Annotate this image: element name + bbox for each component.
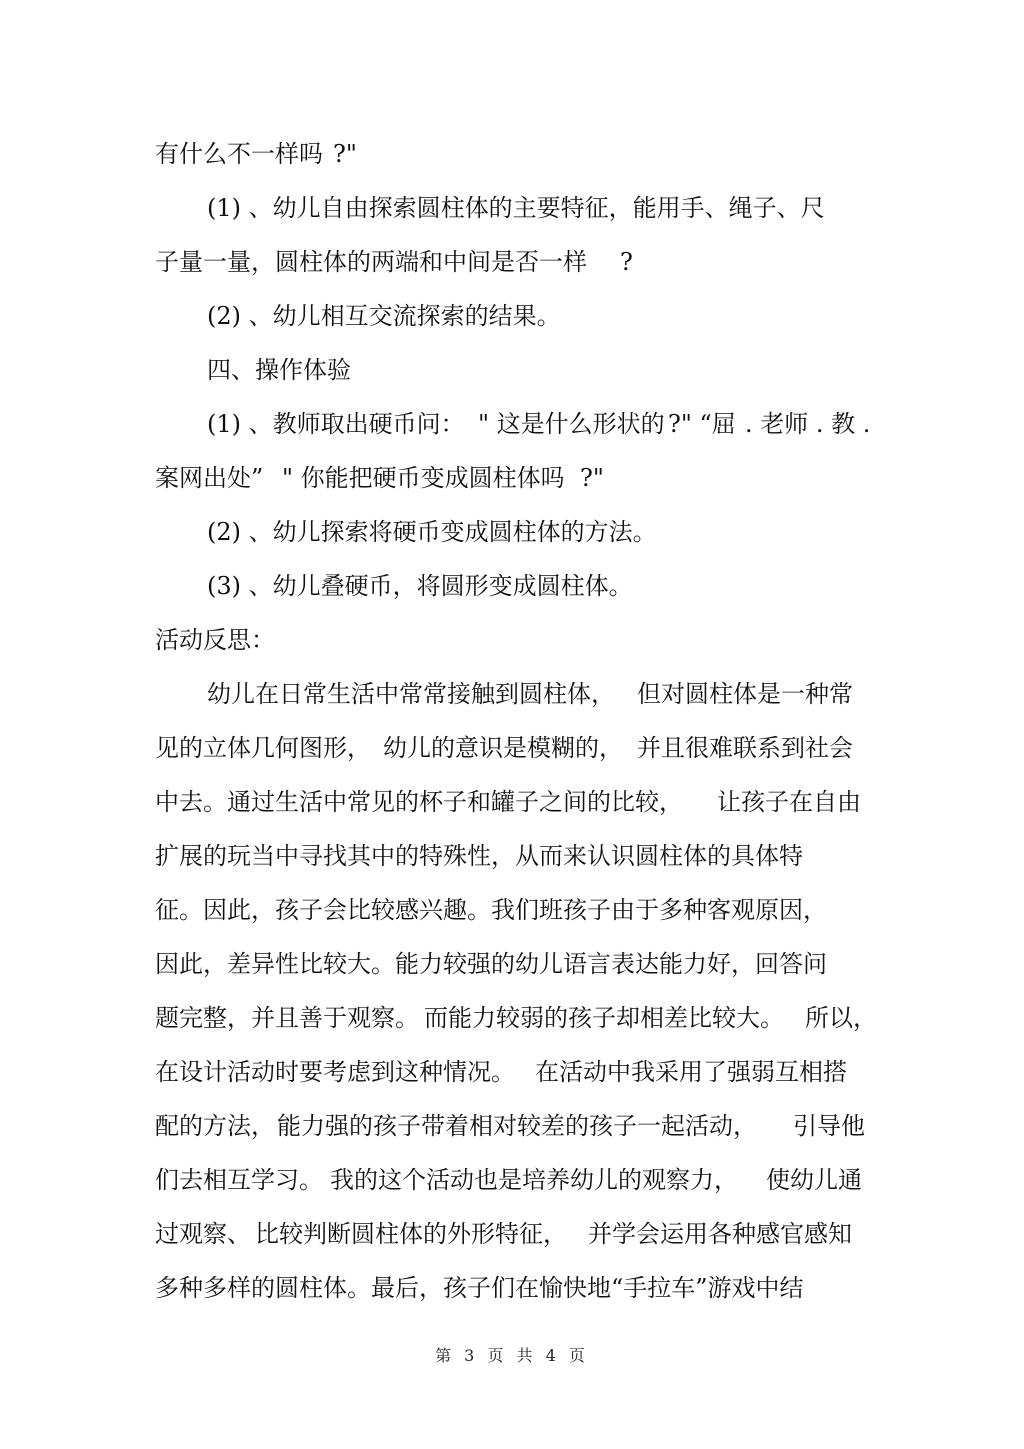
text-segment: 题完整，并且善于观察。 — [155, 1004, 419, 1032]
text-segment: (2) 、幼儿探索将硬币变成圆柱体的方法。 — [207, 518, 657, 546]
text-segment: (3) 、幼儿叠硬币，将圆形变成圆柱体。 — [207, 572, 633, 600]
text-segment: 而能力较弱的孩子却相差比较大。 — [424, 1004, 784, 1032]
text-segment: 多种多样的圆柱体。最后，孩子们在愉快地“手拉车”游戏中结 — [155, 1274, 804, 1302]
text-segment: 四、操作体验 — [207, 356, 351, 384]
page-footer: 第 3 页 共 4 页 — [435, 1346, 589, 1365]
text-line — [0, 728, 1024, 768]
text-segment: 过观察、 — [155, 1220, 251, 1248]
text-segment: 活动反思： — [155, 626, 275, 654]
text-segment: 在设计活动时要考虑到这种情况。 — [155, 1058, 515, 1086]
text-segment: 并且很难联系到社会 — [637, 734, 853, 762]
text-line — [0, 1268, 1024, 1308]
text-segment: 子量一量，圆柱体的两端和中间是否一样 — [155, 248, 587, 276]
text-segment: (1) 、教师取出硬币问： — [207, 410, 465, 438]
text-segment: 并学会运用各种感官感知 — [588, 1220, 852, 1248]
text-segment: 我的这个活动也是培养幼儿的观察力， — [330, 1166, 738, 1194]
text-segment: 使幼儿通 — [766, 1166, 862, 1194]
text-line — [0, 134, 1024, 174]
text-line — [0, 242, 1024, 282]
text-segment: ?" — [333, 140, 357, 168]
section-heading — [0, 350, 1024, 390]
text-segment: 幼儿在日常生活中常常接触到圆柱体， — [207, 680, 615, 708]
text-line — [0, 296, 1024, 336]
text-line — [0, 1214, 1024, 1254]
text-segment: 扩展的玩当中寻找其中的特殊性，从而来认识圆柱体的具体特 — [155, 842, 803, 870]
text-segment: 让孩子在自由 — [717, 788, 861, 816]
text-line — [0, 188, 1024, 228]
text-segment: 配的方法， — [155, 1112, 275, 1140]
text-segment: 但对圆柱体是一种常 — [637, 680, 853, 708]
text-line — [0, 512, 1024, 552]
text-line — [0, 1106, 1024, 1146]
text-segment: ?" — [580, 464, 604, 492]
text-line — [0, 674, 1024, 714]
text-line — [0, 404, 1024, 444]
text-line — [0, 1160, 1024, 1200]
text-segment: ? — [620, 248, 633, 276]
section-heading — [0, 620, 1024, 660]
text-line — [0, 782, 1024, 822]
text-segment: " 这是什么形状的 — [478, 410, 665, 438]
text-segment: (1) 、幼儿自由探索圆柱体的主要特征，能用手、绳子、尺 — [207, 194, 825, 222]
text-segment: 因此，差异性比较大。能力较强的幼儿语言表达能力好，回答问 — [155, 950, 827, 978]
text-segment: 有什么不一样吗 — [155, 140, 323, 168]
text-segment: 案网出处” — [155, 464, 264, 492]
text-segment: 中去。通过生活中常见的杯子和罐子之间的比较， — [155, 788, 683, 816]
text-line — [0, 836, 1024, 876]
text-line — [0, 998, 1024, 1038]
text-segment: . 老师 . 教 . — [745, 410, 871, 438]
text-segment: 在活动中我采用了强弱互相搭 — [535, 1058, 847, 1086]
text-segment: 征。因此，孩子会比较感兴趣。我们班孩子由于多种客观原因， — [155, 896, 827, 924]
text-line — [0, 890, 1024, 930]
text-line — [0, 458, 1024, 498]
text-segment: 见的立体几何图形， — [155, 734, 371, 762]
text-line — [0, 1052, 1024, 1092]
text-segment: ?" “屈 — [668, 410, 736, 438]
text-segment: " 你能把硬币变成圆柱体吗 — [282, 464, 565, 492]
text-line — [0, 944, 1024, 984]
text-segment: 们去相互学习。 — [155, 1166, 323, 1194]
text-segment: (2) 、幼儿相互交流探索的结果。 — [207, 302, 561, 330]
text-line — [0, 566, 1024, 606]
text-segment: 引导他 — [793, 1112, 865, 1140]
text-segment: 所以， — [805, 1004, 877, 1032]
text-segment: 幼儿的意识是模糊的， — [383, 734, 623, 762]
text-segment: 能力强的孩子带着相对较差的孩子一起活动， — [277, 1112, 757, 1140]
text-segment: 比较判断圆柱体的外形特征， — [255, 1220, 567, 1248]
